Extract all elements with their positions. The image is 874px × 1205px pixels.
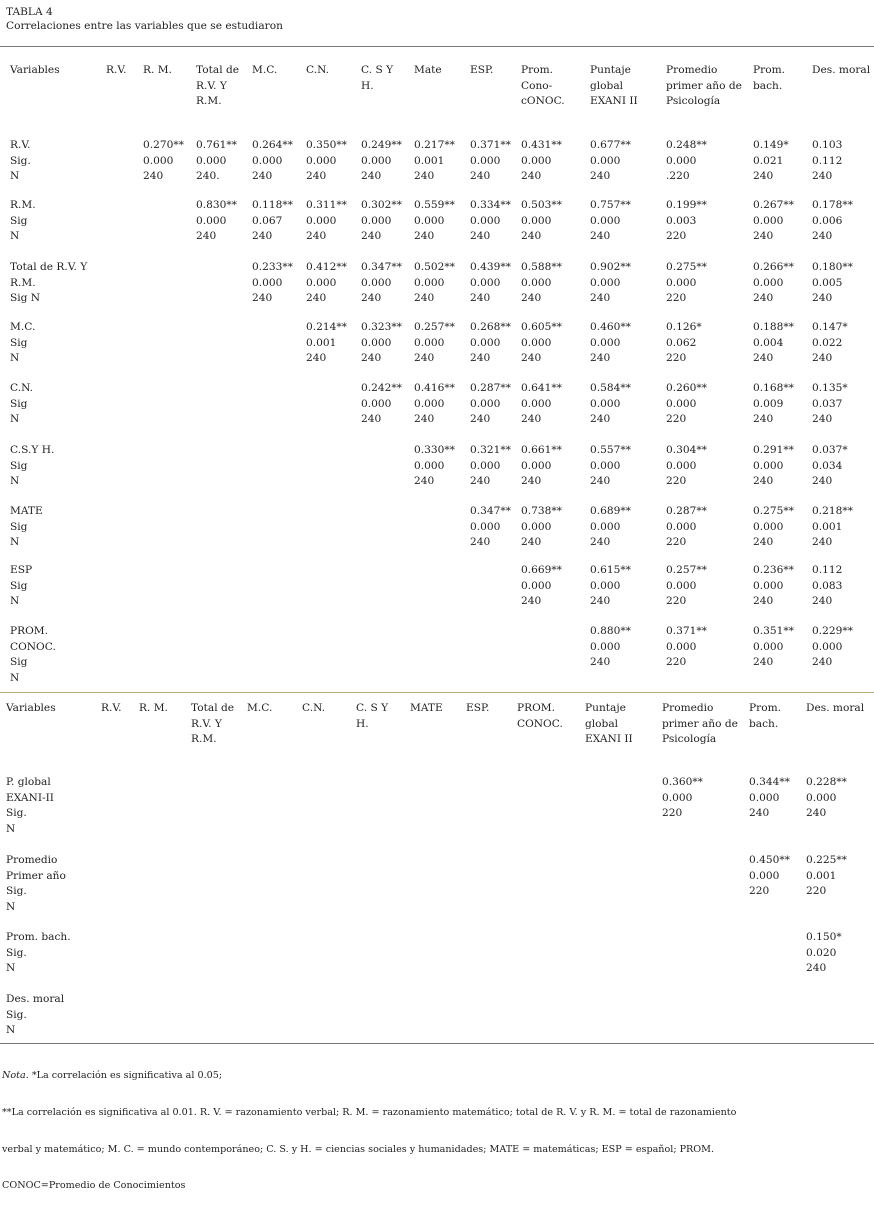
table-cell: 0.588** 0.000 240 (521, 261, 562, 305)
column-header: Prom. Cono- cONOC. (521, 64, 565, 108)
table-cell: 0.304** 0.000 220 (666, 444, 707, 488)
table-cell: 0.677** 0.000 240 (590, 139, 631, 183)
table-cell: 0.291** 0.000 240 (753, 444, 794, 488)
table-label: TABLA 4 (6, 6, 53, 18)
table-cell: 0.557** 0.000 240 (590, 444, 631, 488)
table-cell: 0.037* 0.034 240 (812, 444, 848, 488)
table-cell: 0.228** 0.000 240 (806, 776, 847, 820)
table-cell: 0.302** 0.000 240 (361, 199, 402, 243)
table-cell: 0.199** 0.003 220 (666, 199, 707, 243)
table-cell: 0.264** 0.000 240 (252, 139, 293, 183)
row-label: C.S.Y H. Sig N (10, 444, 55, 488)
table-cell: 0.147* 0.022 240 (812, 321, 848, 365)
column-header: Prom. bach. (749, 702, 781, 730)
table-cell: 0.178** 0.006 240 (812, 199, 853, 243)
table-cell: 0.641** 0.000 240 (521, 382, 562, 426)
table-cell: 0.416** 0.000 240 (414, 382, 455, 426)
column-header: MATE (410, 702, 443, 714)
note-line-1 (2, 1070, 736, 1082)
table-cell: 0.669** 0.000 240 (521, 564, 562, 608)
table-cell: 0.880** 0.000 240 (590, 625, 631, 669)
table-cell: 0.344** 0.000 240 (749, 776, 790, 820)
table-cell: 0.266** 0.000 240 (753, 261, 794, 305)
table-cell: 0.257** 0.000 220 (666, 564, 707, 608)
column-header: Des. moral (812, 64, 871, 76)
column-header: C. S Y H. (356, 702, 389, 730)
row-label: PROM. CONOC. Sig N (10, 625, 56, 684)
column-header: M.C. (252, 64, 278, 76)
table-cell: 0.460** 0.000 240 (590, 321, 631, 365)
column-header: Promedio primer año de Psicología (666, 64, 742, 108)
table-cell: 0.118** 0.067 240 (252, 199, 293, 243)
column-header: Prom. bach. (753, 64, 785, 92)
table-cell: 0.334** 0.000 240 (470, 199, 511, 243)
table-cell: 0.902** 0.000 240 (590, 261, 631, 305)
column-header: R. M. (143, 64, 172, 76)
table-section-rule (0, 692, 874, 693)
table-cell: 0.347** 0.000 240 (361, 261, 402, 305)
table-note (2, 1046, 736, 1205)
table-cell: 0.439** 0.000 240 (470, 261, 511, 305)
table-cell: 0.126* 0.062 220 (666, 321, 702, 365)
table-cell: 0.267** 0.000 240 (753, 199, 794, 243)
table-cell: 0.360** 0.000 220 (662, 776, 703, 820)
table-cell: 0.275** 0.000 240 (753, 505, 794, 549)
table-cell: 0.275** 0.000 220 (666, 261, 707, 305)
table-cell: 0.311** 0.000 240 (306, 199, 347, 243)
table-cell: 0.149* 0.021 240 (753, 139, 789, 183)
table-cell: 0.257** 0.000 240 (414, 321, 455, 365)
table-cell: 0.350** 0.000 240 (306, 139, 347, 183)
table-cell: 0.229** 0.000 240 (812, 625, 853, 669)
column-header: ESP. (466, 702, 490, 714)
table-cell: 0.830** 0.000 240 (196, 199, 237, 243)
table-cell: 0.287** 0.000 240 (470, 382, 511, 426)
table-cell: 0.270** 0.000 240 (143, 139, 184, 183)
table-cell: 0.605** 0.000 240 (521, 321, 562, 365)
table-title: Correlaciones entre las variables que se estudiaron (6, 20, 283, 32)
table-cell: 0.347** 0.000 240 (470, 505, 511, 549)
table-cell: 0.287** 0.000 220 (666, 505, 707, 549)
table-cell: 0.321** 0.000 240 (470, 444, 511, 488)
column-header: Variables (10, 64, 60, 76)
table-cell: 0.218** 0.001 240 (812, 505, 853, 549)
table-cell: 0.559** 0.000 240 (414, 199, 455, 243)
table-cell: 0.233** 0.000 240 (252, 261, 293, 305)
column-header: C. S Y H. (361, 64, 394, 92)
column-header: Variables (6, 702, 56, 714)
table-cell: 0.615** 0.000 240 (590, 564, 631, 608)
table-cell: 0.188** 0.004 240 (753, 321, 794, 365)
table-cell: 0.150* 0.020 240 (806, 931, 842, 975)
column-header: R.V. (106, 64, 127, 76)
row-label: M.C. Sig N (10, 321, 36, 365)
table-cell: 0.180** 0.005 240 (812, 261, 853, 305)
table-cell: 0.661** 0.000 240 (521, 444, 562, 488)
table-cell: 0.217** 0.001 240 (414, 139, 455, 183)
row-label: Prom. bach. Sig. N (6, 931, 71, 975)
table-cell: 0.249** 0.000 240 (361, 139, 402, 183)
table-cell: 0.412** 0.000 240 (306, 261, 347, 305)
column-header: M.C. (247, 702, 273, 714)
row-label: Total de R.V. Y R.M. Sig N (10, 261, 88, 305)
note-line-1-text: *La correlación es significativa al 0.05; (28, 1070, 223, 1082)
column-header: C.N. (302, 702, 326, 714)
table-cell: 0.268** 0.000 240 (470, 321, 511, 365)
table-cell: 0.135* 0.037 240 (812, 382, 848, 426)
table-cell: 0.738** 0.000 240 (521, 505, 562, 549)
table-top-rule (0, 46, 874, 47)
table-cell: 0.214** 0.001 240 (306, 321, 347, 365)
table-cell: 0.502** 0.000 240 (414, 261, 455, 305)
column-header: C.N. (306, 64, 330, 76)
row-label: MATE Sig N (10, 505, 43, 549)
row-label: C.N. Sig N (10, 382, 34, 426)
table-cell: 0.236** 0.000 240 (753, 564, 794, 608)
row-label: R.M. Sig N (10, 199, 36, 243)
column-header: Des. moral (806, 702, 865, 714)
row-label: P. global EXANI-II Sig. N (6, 776, 54, 835)
table-cell: 0.371** 0.000 240 (470, 139, 511, 183)
table-cell: 0.248** 0.000 .220 (666, 139, 707, 183)
table-cell: 0.761** 0.000 240. (196, 139, 237, 183)
table-cell: 0.103 0.112 240 (812, 139, 843, 183)
table-cell: 0.168** 0.009 240 (753, 382, 794, 426)
column-header: Mate (414, 64, 442, 76)
table-caption (6, 5, 283, 33)
table-cell: 0.330** 0.000 240 (414, 444, 455, 488)
column-header: R.V. (101, 702, 122, 714)
table-cell: 0.689** 0.000 240 (590, 505, 631, 549)
row-label: ESP Sig N (10, 564, 33, 608)
table-cell: 0.450** 0.000 220 (749, 854, 790, 898)
note-label: Nota. (2, 1070, 29, 1082)
table-bottom-rule (0, 1043, 874, 1044)
table-cell: 0.225** 0.001 220 (806, 854, 847, 898)
row-label: R.V. Sig. N (10, 139, 31, 183)
row-label: Promedio Primer año Sig. N (6, 854, 66, 913)
table-cell: 0.260** 0.000 220 (666, 382, 707, 426)
column-header: R. M. (139, 702, 168, 714)
column-header: Total de R.V. Y R.M. (196, 64, 240, 108)
table-cell: 0.323** 0.000 240 (361, 321, 402, 365)
column-header: PROM. CONOC. (517, 702, 563, 730)
table-cell: 0.431** 0.000 240 (521, 139, 562, 183)
column-header: Puntaje global EXANI II (590, 64, 638, 108)
table-cell: 0.584** 0.000 240 (590, 382, 631, 426)
column-header: ESP. (470, 64, 494, 76)
column-header: Total de R.V. Y R.M. (191, 702, 235, 746)
table-cell: 0.112 0.083 240 (812, 564, 843, 608)
note-line-2: **La correlación es significativa al 0.01. R. V. = razonamiento verbal; R. M. = razonamiento matemático; total de R. V. y R. M. = total de razonamiento (2, 1107, 737, 1119)
row-label: Des. moral Sig. N (6, 993, 65, 1037)
table-cell: 0.757** 0.000 240 (590, 199, 631, 243)
column-header: Puntaje global EXANI II (585, 702, 633, 746)
column-header: Promedio primer año de Psicología (662, 702, 738, 746)
table-cell: 0.503** 0.000 240 (521, 199, 562, 243)
table-cell: 0.371** 0.000 220 (666, 625, 707, 669)
table-cell: 0.351** 0.000 240 (753, 625, 794, 669)
note-line-3: verbal y matemático; M. C. = mundo contemporáneo; C. S. y H. = ciencias sociales y humanidades; MATE = matemáticas; ESP = español; PROM. (2, 1143, 715, 1155)
table-cell: 0.242** 0.000 240 (361, 382, 402, 426)
note-line-4: CONOC=Promedio de Conocimientos (2, 1180, 186, 1192)
